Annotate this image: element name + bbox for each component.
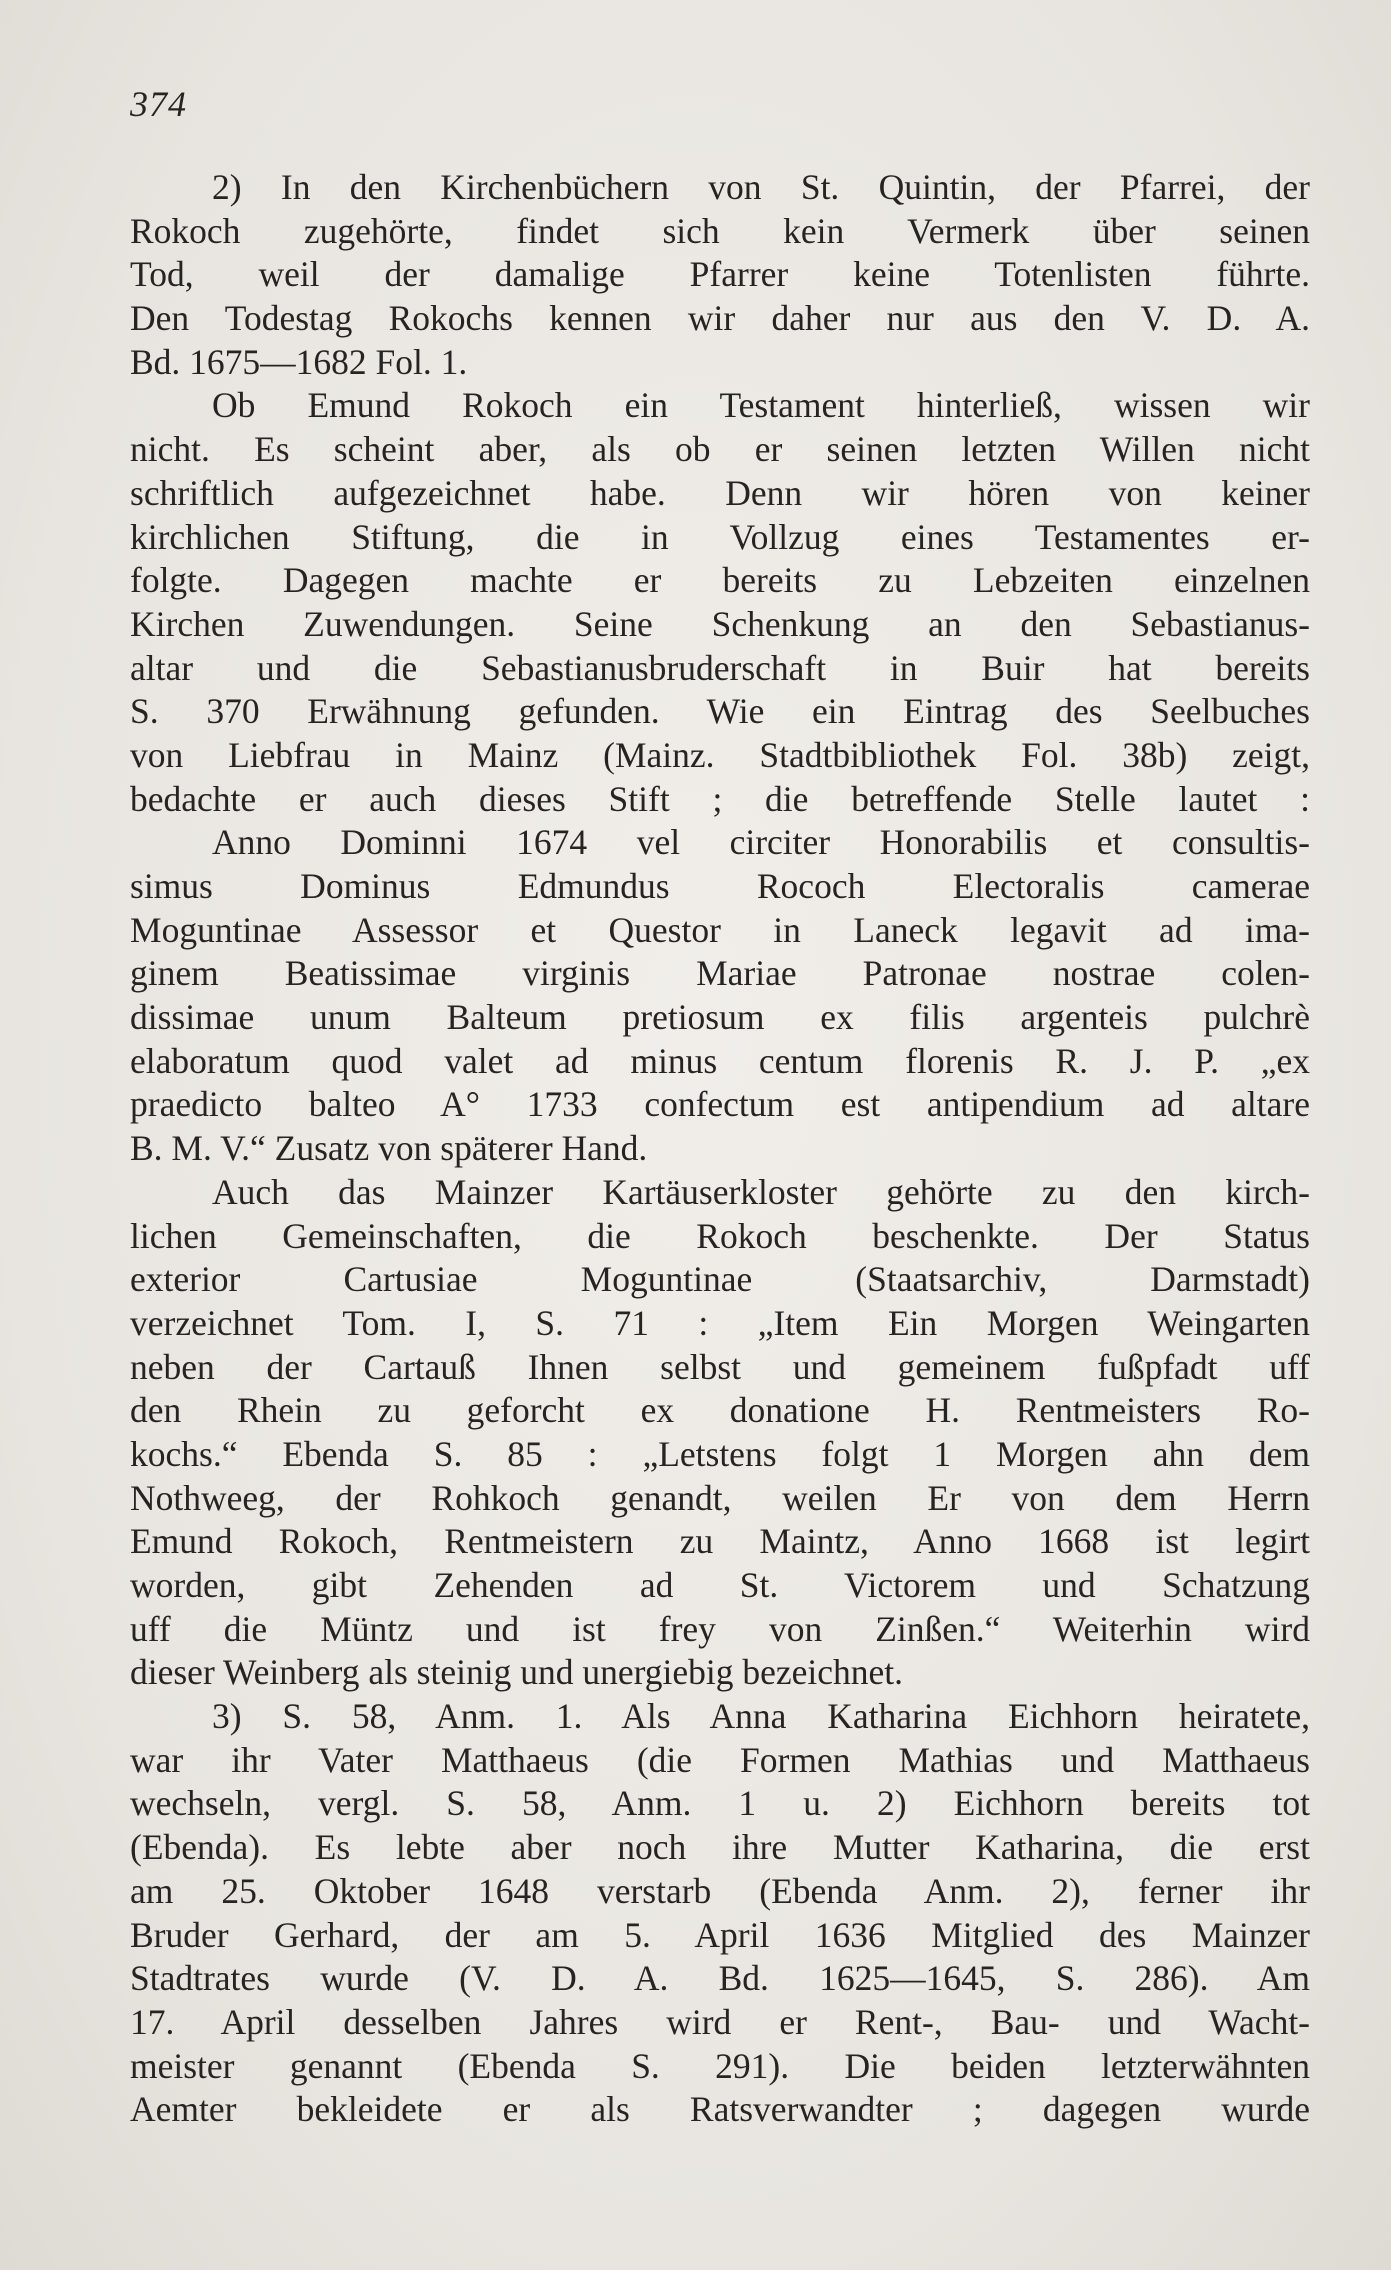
text-line: war ihr Vater Matthaeus (die Formen Mathias und Matthaeus (130, 1739, 1310, 1780)
paragraph (130, 1695, 1310, 2132)
text-line: Anno Dominni 1674 vel circiter Honorabilis et consultis- (212, 822, 1310, 863)
text-line: Auch das Mainzer Kartäuserkloster gehörte zu den kirch- (212, 1171, 1310, 1212)
text-line: 17. April desselben Jahres wird er Rent-, Bau- und Wacht- (130, 2001, 1310, 2042)
text-line: am 25. Oktober 1648 verstarb (Ebenda Anm. 2), ferner ihr (130, 1870, 1310, 1911)
text-line: ginem Beatissimae virginis Mariae Patronae nostrae colen- (130, 953, 1310, 994)
text-line: neben der Cartauß Ihnen selbst und gemeinem fußpfadt uff (130, 1346, 1310, 1387)
text-line: dissimae unum Balteum pretiosum ex filis argenteis pulchrè (130, 997, 1310, 1038)
text-line: kirchlichen Stiftung, die in Vollzug eines Testamentes er- (130, 516, 1310, 557)
text-line: Nothweeg, der Rohkoch genandt, weilen Er von dem Herrn (130, 1477, 1310, 1518)
text-line: praedicto balteo A° 1733 confectum est antipendium ad altare (130, 1084, 1310, 1125)
text-line: Den Todestag Rokochs kennen wir daher nur aus den V. D. A. (130, 298, 1310, 339)
page-body-text (130, 166, 1310, 2132)
text-line: S. 370 Erwähnung gefunden. Wie ein Eintrag des Seelbuches (130, 691, 1310, 732)
text-line: altar und die Sebastianusbruderschaft in Buir hat bereits (130, 647, 1310, 688)
paragraph (130, 821, 1310, 1171)
text-line: folgte. Dagegen machte er bereits zu Lebzeiten einzelnen (130, 560, 1310, 601)
text-line: elaboratum quod valet ad minus centum florenis R. J. P. „ex (130, 1040, 1310, 1081)
text-line: Bd. 1675—1682 Fol. 1. (130, 341, 468, 382)
paragraph (130, 166, 1310, 384)
text-line: 2) In den Kirchenbüchern von St. Quintin, der Pfarrei, der (212, 167, 1310, 207)
text-line: dieser Weinberg als steinig und unergiebig bezeichnet. (130, 1652, 903, 1693)
text-line: uff die Müntz und ist frey von Zinßen.“ Weiterhin wird (130, 1608, 1310, 1649)
text-line: Ob Emund Rokoch ein Testament hinterließ, wissen wir (212, 385, 1310, 426)
text-line: von Liebfrau in Mainz (Mainz. Stadtbibliothek Fol. 38b) zeigt, (130, 734, 1310, 775)
text-line: (Ebenda). Es lebte aber noch ihre Mutter Katharina, die erst (130, 1827, 1310, 1868)
paragraph (130, 1171, 1310, 1695)
text-line: nicht. Es scheint aber, als ob er seinen letzten Willen nicht (130, 429, 1310, 470)
text-line: Tod, weil der damalige Pfarrer keine Totenlisten führte. (130, 254, 1310, 295)
text-line: B. M. V.“ Zusatz von späterer Hand. (130, 1128, 648, 1169)
text-line: Emund Rokoch, Rentmeistern zu Maintz, Anno 1668 ist legirt (130, 1521, 1310, 1562)
text-line: lichen Gemeinschaften, die Rokoch beschenkte. Der Status (130, 1215, 1310, 1256)
text-line: verzeichnet Tom. I, S. 71 : „Item Ein Morgen Weingarten (130, 1302, 1310, 1343)
text-line: meister genannt (Ebenda S. 291). Die beiden letzterwähnten (130, 2045, 1310, 2086)
text-line: exterior Cartusiae Moguntinae (Staatsarchiv, Darmstadt) (130, 1259, 1310, 1300)
text-line: simus Dominus Edmundus Rococh Electoralis camerae (130, 866, 1310, 906)
paragraph (130, 384, 1310, 821)
text-line: Kirchen Zuwendungen. Seine Schenkung an den Sebastianus- (130, 603, 1310, 644)
text-line: kochs.“ Ebenda S. 85 : „Letstens folgt 1 Morgen ahn dem (130, 1433, 1310, 1474)
text-line: den Rhein zu geforcht ex donatione H. Rentmeisters Ro- (130, 1390, 1310, 1431)
text-line: worden, gibt Zehenden ad St. Victorem und Schatzung (130, 1565, 1310, 1605)
text-line: wechseln, vergl. S. 58, Anm. 1 u. 2) Eichhorn bereits tot (130, 1783, 1310, 1824)
text-line: Rokoch zugehörte, findet sich kein Vermerk über seinen (130, 210, 1310, 251)
page-number: 374 (130, 84, 187, 124)
text-line: Bruder Gerhard, der am 5. April 1636 Mitglied des Mainzer (130, 1914, 1310, 1955)
text-line: 3) S. 58, Anm. 1. Als Anna Katharina Eichhorn heiratete, (212, 1696, 1310, 1737)
text-line: Stadtrates wurde (V. D. A. Bd. 1625—1645, S. 286). Am (130, 1958, 1310, 1999)
text-line: Aemter bekleidete er als Ratsverwandter ; dagegen wurde (130, 2089, 1310, 2130)
text-line: Moguntinae Assessor et Questor in Laneck legavit ad ima- (130, 909, 1310, 950)
text-line: bedachte er auch dieses Stift ; die betreffende Stelle lautet : (130, 778, 1310, 819)
text-line: schriftlich aufgezeichnet habe. Denn wir hören von keiner (130, 472, 1310, 513)
